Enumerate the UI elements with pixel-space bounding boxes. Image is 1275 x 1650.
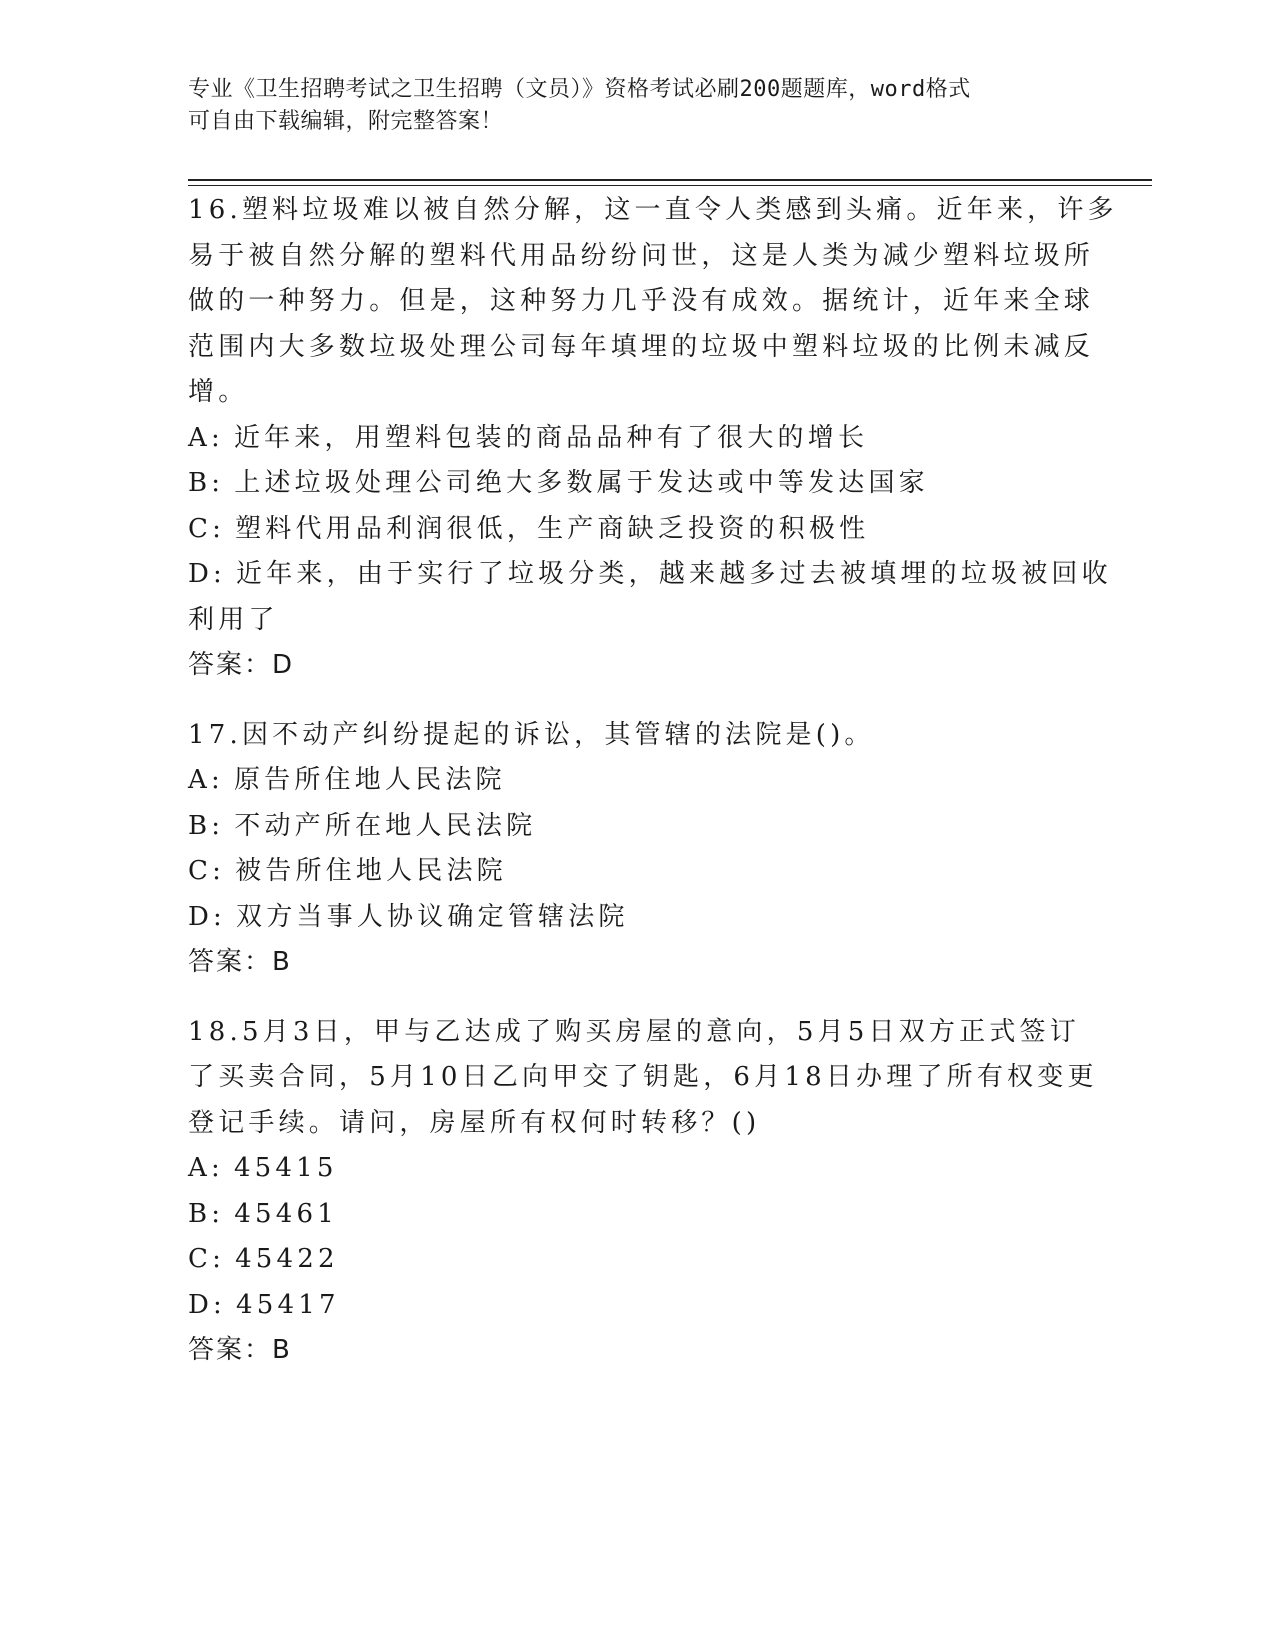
option-letter: D:: [188, 901, 227, 932]
question-16: [188, 188, 1118, 689]
option-letter: B:: [188, 810, 225, 841]
question-stem-line: 易于被自然分解的塑料代用品纷纷问世，这是人类为减少塑料垃圾所: [188, 240, 1095, 271]
question-stem-line: 了买卖合同，5月10日乙向甲交了钥匙，6月18日办理了所有权变更: [188, 1062, 1098, 1092]
option-text: 上述垃圾处理公司绝大多数属于发达或中等发达国家: [234, 468, 929, 498]
question-stem-line: 范围内大多数垃圾处理公司每年填埋的垃圾中塑料垃圾的比例未减反: [188, 331, 1095, 362]
document-header: [188, 74, 1068, 138]
question-stem-line: 16.塑料垃圾难以被自然分解，这一直令人类感到头痛。近年来，许多: [188, 195, 1118, 225]
option-text: 45417: [236, 1289, 340, 1320]
option-text: 近年来，由于实行了垃圾分类，越来越多过去被填埋的垃圾被回收: [236, 559, 1112, 589]
option-letter: A:: [188, 1153, 224, 1183]
question-stem-line: 增。: [188, 377, 249, 407]
question-stem-line: 登记手续。请问，房屋所有权何时转移？(): [188, 1107, 761, 1138]
header-line-2: 可自由下载编辑，附完整答案！: [188, 109, 504, 134]
option-d: [188, 895, 1088, 941]
option-c: [188, 849, 1088, 895]
question-stem-line: 做的一种努力。但是，这种努力几乎没有成效。据统计，近年来全球: [188, 286, 1095, 316]
option-letter: B:: [188, 1198, 225, 1229]
option-a: [188, 758, 1088, 804]
option-letter: C:: [188, 513, 226, 544]
answer-label: 答案：B: [188, 947, 292, 977]
option-letter: D:: [188, 1289, 227, 1320]
option-a: [188, 1146, 1088, 1192]
option-b: [188, 461, 1088, 507]
option-c: [188, 507, 1088, 553]
option-c: [188, 1237, 1088, 1283]
option-text: 原告所住地人民法院: [233, 765, 506, 795]
option-d: [188, 1283, 1088, 1329]
option-letter: B:: [188, 468, 225, 498]
option-letter: A:: [188, 422, 224, 453]
option-text: 不动产所在地人民法院: [234, 810, 537, 841]
option-b: [188, 1192, 1088, 1238]
option-b: [188, 804, 1088, 850]
option-text: 45461: [234, 1198, 338, 1229]
option-text: 近年来，用塑料包装的商品品种有了很大的增长: [233, 422, 869, 453]
question-stem-line: 17.因不动产纠纷提起的诉讼，其管辖的法院是()。: [188, 719, 875, 750]
answer-label: 答案：B: [188, 1335, 292, 1365]
option-letter: D:: [188, 559, 227, 589]
question-list: [188, 188, 1118, 1398]
option-text: 45422: [235, 1244, 339, 1274]
option-text: 被告所住地人民法院: [235, 856, 507, 886]
answer-label: 答案：D: [188, 650, 295, 680]
header-line-1: 专业《卫生招聘考试之卫生招聘（文员）》资格考试必刷200题题库，word格式: [188, 77, 971, 102]
question-stem-line: 18.5月3日，甲与乙达成了购买房屋的意向，5月5日双方正式签订: [188, 1016, 1080, 1047]
option-letter: C:: [188, 856, 226, 886]
question-18: [188, 1010, 1098, 1374]
option-letter: A:: [188, 765, 224, 795]
option-text: 塑料代用品利润很低，生产商缺乏投资的积极性: [235, 513, 870, 544]
option-letter: C:: [188, 1244, 226, 1274]
option-d-continuation: 利用了: [188, 604, 279, 635]
option-a: [188, 416, 1088, 462]
option-d: [188, 552, 1112, 598]
question-17: [188, 713, 1088, 986]
option-text: 双方当事人协议确定管辖法院: [236, 901, 629, 932]
option-text: 45415: [233, 1153, 338, 1183]
header-divider-thin: [188, 185, 1152, 186]
header-divider-thick: [188, 179, 1152, 181]
